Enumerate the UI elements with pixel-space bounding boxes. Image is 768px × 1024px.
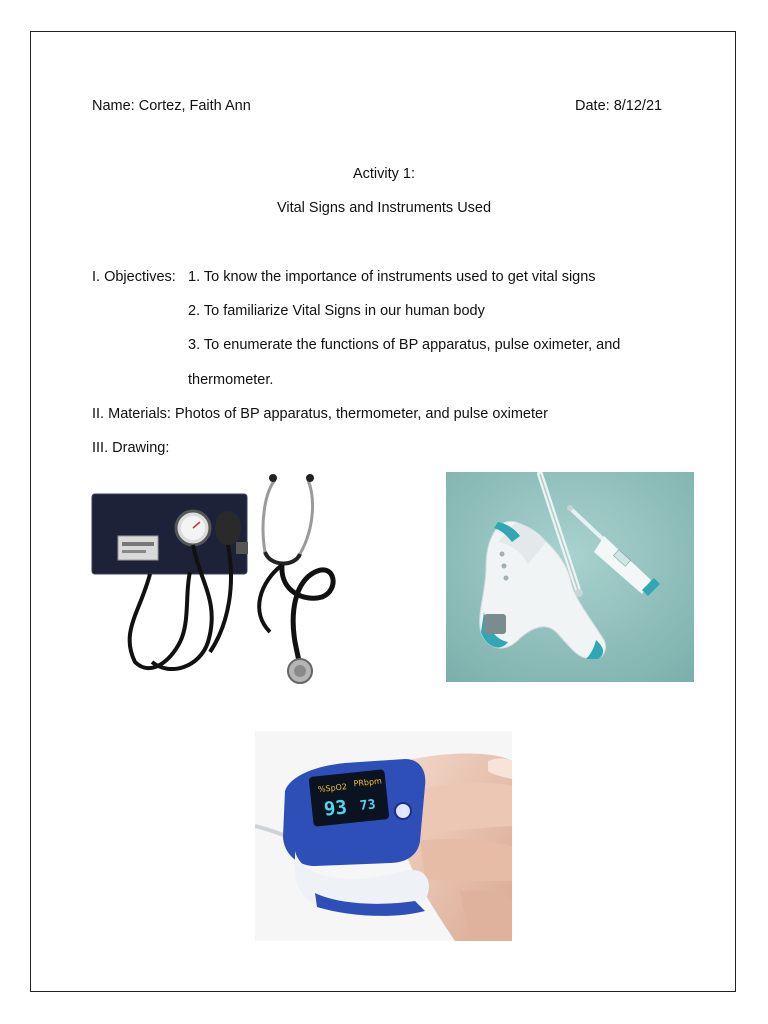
objective-item: 1. To know the importance of instruments used to get vital signs xyxy=(188,269,596,285)
thermometer-illustration xyxy=(446,472,694,682)
name-label: Name: xyxy=(92,98,135,114)
date-label: Date: xyxy=(575,98,610,114)
drawing-label: III. Drawing: xyxy=(92,440,170,456)
activity-title: Activity 1: xyxy=(352,166,416,182)
bp-apparatus-image xyxy=(90,472,342,684)
objective-item: 2. To familiarize Vital Signs in our human body xyxy=(188,303,485,319)
bp-apparatus-illustration xyxy=(90,472,342,684)
pr-value: 73 xyxy=(359,797,377,814)
materials-text: Photos of BP apparatus, thermometer, and pulse oximeter xyxy=(175,406,548,422)
name-line xyxy=(92,97,251,115)
document-page xyxy=(30,31,736,992)
spo2-label: %SpO2 xyxy=(317,782,348,795)
thermometer-image xyxy=(446,472,694,682)
pulse-oximeter-illustration xyxy=(255,731,512,941)
objectives-label: I. Objectives: xyxy=(92,269,176,285)
pr-label: PRbpm xyxy=(353,776,383,789)
activity-subtitle: Vital Signs and Instruments Used xyxy=(276,200,492,216)
objective-item: thermometer. xyxy=(188,372,274,388)
name-value: Cortez, Faith Ann xyxy=(138,98,251,114)
materials-line xyxy=(92,405,548,423)
objective-item: 3. To enumerate the functions of BP apparatus, pulse oximeter, and xyxy=(188,337,621,353)
pulse-oximeter-image xyxy=(255,731,512,941)
date-line xyxy=(575,97,662,115)
materials-label: II. Materials: xyxy=(92,406,171,422)
date-value: 8/12/21 xyxy=(613,98,663,114)
spo2-value: 93 xyxy=(322,796,348,821)
